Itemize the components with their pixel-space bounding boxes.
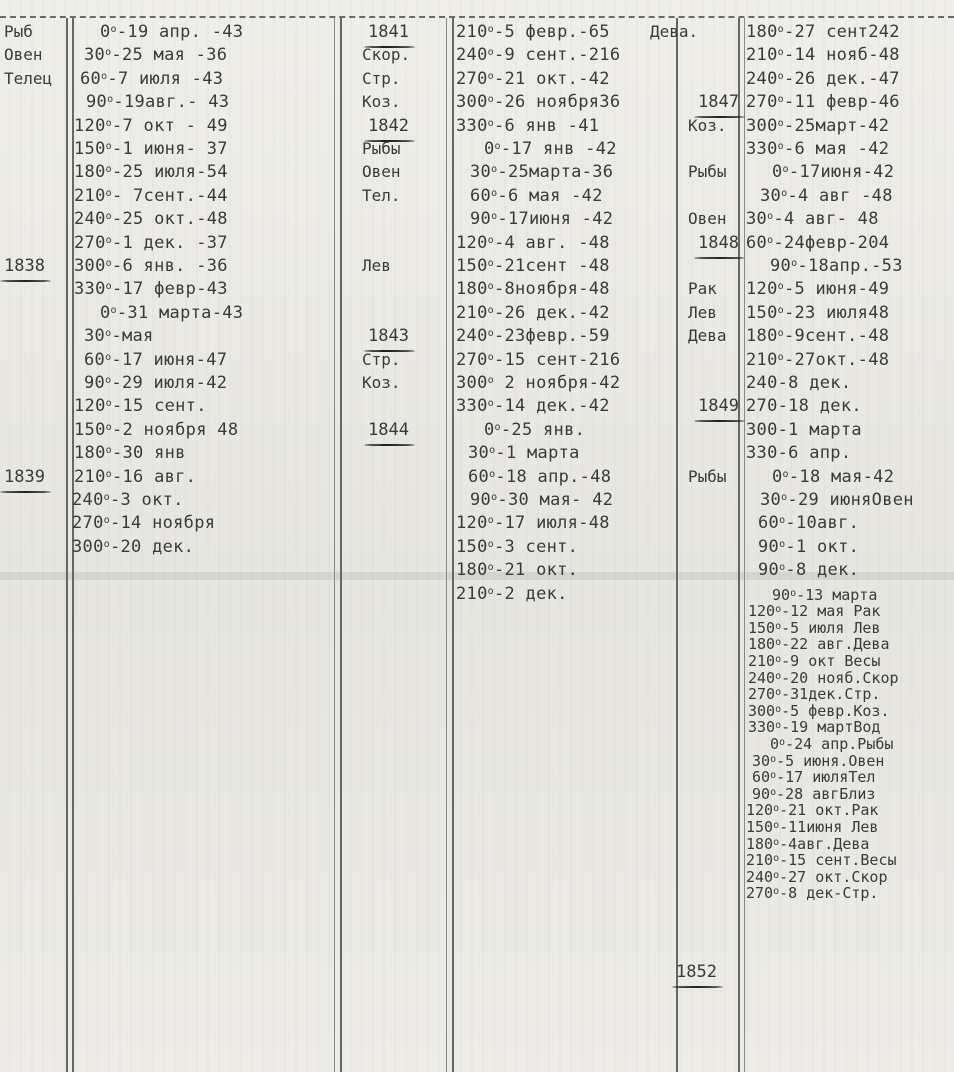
deg-entry: 270$^o$-15 сент-216: [456, 349, 621, 370]
deg-entry: 0$^o$-17июня-42: [772, 162, 895, 183]
deg-entry: 30$^o$-4 авг- 48: [746, 209, 879, 230]
zodiac-label: Телец: [4, 68, 53, 88]
zodiac-label: Лев: [362, 256, 391, 275]
deg-entry: 60$^o$-18 апр.-48: [468, 466, 612, 487]
zodiac-label: Тел.: [362, 185, 401, 205]
deg-entry: 210$^o$-2 дек.: [456, 583, 568, 604]
column-divider: [676, 18, 678, 1072]
deg-entry: 30$^o$-25марта-36: [470, 162, 614, 183]
deg-entry: 30$^o$-29 июняОвен: [760, 490, 914, 510]
zodiac-label: Коз.: [362, 92, 401, 112]
zodiac-label: Стр.: [362, 349, 401, 369]
deg-entry-small: 210$^o$-15 сент.Весы: [746, 851, 897, 870]
deg-entry-small: 180$^o$-4авг.Дева: [746, 834, 870, 853]
deg-entry-small: 210$^o$-9 окт Весы: [748, 652, 881, 670]
deg-entry-small: 300$^o$-5 февр.Коз.: [748, 701, 890, 720]
deg-entry: 180$^o$-21 окт.: [456, 560, 579, 581]
zodiac-label: Коз.: [688, 115, 727, 135]
top-dashed-rule: [0, 16, 954, 18]
deg-entry: 180$^o$-25 июля-54: [74, 162, 228, 183]
deg-entry: 0$^o$-31 марта-43: [100, 302, 244, 323]
deg-entry: 150$^o$-23 июля48: [746, 302, 890, 323]
deg-entry: 300$^o$-25март-42: [746, 115, 890, 136]
deg-entry: 0$^o$-19 апр. -43: [100, 22, 244, 42]
deg-entry: 210$^o$-16 авг.: [74, 466, 197, 487]
zodiac-label: Овен: [4, 45, 43, 65]
deg-entry: 300$^o$-20 дек.: [72, 536, 195, 557]
deg-entry: 300$^o$ 2 ноября-42: [456, 373, 621, 393]
deg-entry-small: 120$^o$-12 мая Рак: [748, 602, 881, 621]
deg-entry-small: 120$^o$-21 окт.Рак: [746, 801, 879, 820]
deg-entry: 60$^o$-7 июля -43: [80, 68, 224, 89]
deg-entry: 330$^o$-6 мая -42: [746, 139, 890, 159]
deg-entry: 30$^o$-1 марта: [468, 443, 580, 464]
year-label: 1838: [4, 256, 45, 276]
column-divider: [340, 18, 342, 1072]
deg-entry: 240$^o$-9 сент.-216: [456, 45, 621, 66]
deg-entry: 120$^o$-5 июня-49: [746, 279, 890, 300]
zodiac-label: Скор.: [362, 45, 411, 65]
deg-entry: 120$^o$-17 июля-48: [456, 513, 610, 534]
zodiac-label: Дева: [688, 326, 727, 346]
zodiac-label: Рыбы: [362, 139, 401, 158]
deg-entry: 240$^o$-3 окт.: [72, 490, 184, 510]
column-divider: [334, 18, 335, 1072]
deg-entry: 150$^o$-1 июня- 37: [74, 139, 228, 159]
deg-entry-small: 330$^o$-19 мартВод: [748, 718, 881, 737]
deg-entry: 90$^o$-29 июля-42: [84, 373, 228, 393]
zodiac-label: Рыбы: [688, 466, 727, 486]
deg-entry-small: 0$^o$-24 апр.Рыбы: [770, 735, 894, 753]
deg-entry: 0$^o$-25 янв.: [484, 419, 586, 440]
deg-entry: 30$^o$-25 мая -36: [84, 45, 228, 66]
deg-entry: 60$^o$-24февр-204: [746, 232, 890, 253]
deg-entry: 330$^o$-14 дек.-42: [456, 396, 610, 417]
deg-entry-small: 150$^o$-5 июля Лев: [748, 618, 881, 637]
deg-entry-small: 270$^o$-8 дек-Стр.: [746, 884, 879, 903]
deg-entry: 90$^o$-19авг.- 43: [86, 92, 230, 113]
deg-entry: 210$^o$-5 февр.-65: [456, 22, 610, 42]
deg-entry: 210$^o$-27окт.-48: [746, 349, 890, 370]
zodiac-label: Рыб: [4, 22, 33, 41]
deg-entry: 180$^o$-9сент.-48: [746, 326, 890, 347]
deg-entry: 300-1 марта: [746, 419, 862, 440]
deg-entry: 210$^o$- 7сент.-44: [74, 185, 228, 206]
zodiac-label: Рыбы: [688, 162, 727, 182]
zodiac-label: Стр.: [362, 68, 401, 88]
year-label: 1843: [368, 326, 409, 347]
zodiac-label: Рак: [688, 279, 717, 299]
column-divider: [66, 18, 68, 1072]
year-label: 1839: [4, 466, 45, 487]
deg-entry: 180$^o$-30 янв: [74, 443, 186, 464]
column-divider: [738, 18, 740, 1072]
deg-entry: 270-18 дек.: [746, 396, 862, 417]
deg-entry: 210$^o$-14 нояб-48: [746, 45, 900, 66]
deg-entry: 150$^o$-3 сент.: [456, 536, 579, 557]
deg-entry-small: 240$^o$-27 окт.Скор: [746, 867, 888, 886]
deg-entry-small: 90$^o$-28 авгБлиз: [752, 784, 876, 803]
deg-entry: 270$^o$-14 ноября: [72, 513, 216, 534]
deg-entry: 90$^o$-17июня -42: [470, 209, 614, 230]
deg-entry: 120$^o$-15 сент.: [74, 396, 207, 417]
column-divider: [452, 18, 454, 1072]
deg-entry: 240-8 дек.: [746, 373, 852, 393]
zodiac-label: Овен: [688, 209, 727, 229]
deg-entry: 270$^o$-11 февр-46: [746, 92, 900, 113]
deg-entry: 90$^o$-8 дек.: [758, 560, 860, 581]
deg-entry-small: 150$^o$-11июня Лев: [746, 818, 879, 836]
deg-entry: 210$^o$-26 дек.-42: [456, 302, 610, 323]
column-divider: [744, 18, 745, 1072]
deg-entry: 60$^o$-10авг.: [758, 513, 860, 534]
deg-entry-small: 270$^o$-31дек.Стр.: [748, 685, 881, 704]
deg-entry: 180$^o$-8ноября-48: [456, 279, 610, 300]
deg-entry: 330$^o$-17 февр-43: [74, 279, 228, 300]
year-label: 1847: [698, 92, 739, 113]
deg-entry: 240$^o$-26 дек.-47: [746, 68, 900, 89]
deg-entry: 150$^o$-21сент -48: [456, 256, 610, 276]
zodiac-label: Дева.: [650, 22, 699, 41]
year-label: 1852: [676, 962, 717, 982]
deg-entry: 120$^o$-7 окт - 49: [74, 115, 228, 136]
deg-entry-small: 60$^o$-17 июляТел: [752, 768, 876, 787]
zodiac-label: Лев: [688, 302, 717, 322]
deg-entry: 270$^o$-21 окт.-42: [456, 68, 610, 89]
deg-entry-small: 30$^o$-5 июня.Овен: [752, 751, 885, 770]
deg-entry-small: 90$^o$-13 марта: [772, 585, 878, 604]
deg-entry: 240$^o$-23февр.-59: [456, 326, 610, 347]
deg-entry: 330$^o$-6 янв -41: [456, 115, 600, 136]
deg-entry: 0$^o$-18 мая-42: [772, 466, 895, 487]
deg-entry: 330-6 апр.: [746, 443, 852, 464]
deg-entry: 0$^o$-17 янв -42: [484, 139, 617, 159]
year-label: 1841: [368, 22, 409, 42]
deg-entry: 120$^o$-4 авг. -48: [456, 232, 610, 253]
deg-entry: 60$^o$-6 мая -42: [470, 185, 603, 206]
column-divider: [446, 18, 447, 1072]
deg-entry: 240$^o$-25 окт.-48: [74, 209, 228, 230]
deg-entry: 90$^o$-18апр.-53: [770, 256, 903, 276]
deg-entry-small: 240$^o$-20 нояб.Скор: [748, 668, 899, 687]
deg-entry: 90$^o$-1 окт.: [758, 536, 860, 557]
deg-entry: 300$^o$-6 янв. -36: [74, 256, 228, 276]
year-label: 1842: [368, 115, 409, 136]
year-label: 1849: [698, 396, 739, 417]
zodiac-label: Овен: [362, 162, 401, 182]
zodiac-label: Коз.: [362, 373, 401, 392]
deg-entry: 30$^o$-4 авг -48: [760, 185, 893, 206]
deg-entry: 30$^o$-мая: [84, 326, 154, 347]
deg-entry: 90$^o$-30 мая- 42: [470, 490, 614, 510]
deg-entry-small: 180$^o$-22 авг.Дева: [748, 635, 890, 654]
deg-entry: 150$^o$-2 ноября 48: [74, 419, 239, 440]
deg-entry: 60$^o$-17 июня-47: [84, 349, 228, 370]
year-label: 1844: [368, 419, 409, 440]
deg-entry: 270$^o$-1 дек. -37: [74, 232, 228, 253]
deg-entry: 300$^o$-26 ноября36: [456, 92, 621, 113]
year-label: 1848: [698, 232, 739, 253]
deg-entry: 180$^o$-27 сент242: [746, 22, 900, 42]
